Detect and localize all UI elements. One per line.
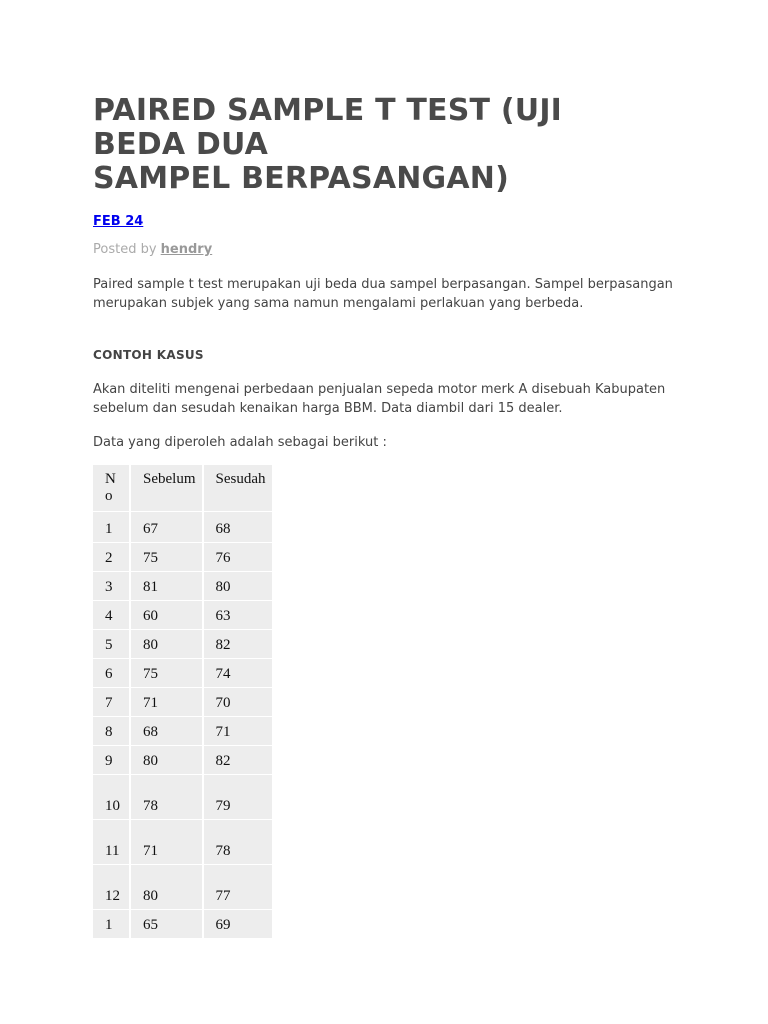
cell-sesudah: 77 <box>204 864 272 909</box>
cell-no: 8 <box>93 716 129 745</box>
header-sesudah: Sesudah <box>204 464 272 511</box>
cell-no: 7 <box>93 687 129 716</box>
table-row <box>93 716 272 745</box>
cell-no: 4 <box>93 600 129 629</box>
cell-sesudah: 68 <box>204 511 272 542</box>
table-row <box>93 511 272 542</box>
cell-sebelum: 78 <box>131 774 202 819</box>
intro-paragraph: Paired sample t test merupakan uji beda dua sampel berpasangan. Sampel berpasangan merupakan subjek yang sama namun mengalami perlakuan yang berbeda. <box>93 277 673 311</box>
cell-sesudah: 69 <box>204 909 272 938</box>
cell-sebelum: 80 <box>131 864 202 909</box>
cell-sesudah: 76 <box>204 542 272 571</box>
cell-sesudah: 82 <box>204 629 272 658</box>
cell-no: 1 <box>93 511 129 542</box>
cell-sesudah: 80 <box>204 571 272 600</box>
table-row <box>93 687 272 716</box>
cell-no: 2 <box>93 542 129 571</box>
cell-sebelum: 75 <box>131 658 202 687</box>
cell-no: 3 <box>93 571 129 600</box>
header-sebelum: Sebelum <box>131 464 202 511</box>
cell-sesudah: 74 <box>204 658 272 687</box>
case-paragraph: Akan diteliti mengenai perbedaan penjualan sepeda motor merk A disebuah Kabupaten sebelum dan sesudah kenaikan harga BBM. Data diambil dari 15 dealer. <box>93 382 666 416</box>
cell-sebelum: 80 <box>131 745 202 774</box>
header-no: No <box>93 464 129 511</box>
table-row <box>93 909 272 938</box>
table-row <box>93 658 272 687</box>
cell-no: 1 <box>93 909 129 938</box>
table-row <box>93 745 272 774</box>
cell-sebelum: 80 <box>131 629 202 658</box>
cell-no: 9 <box>93 745 129 774</box>
data-table <box>91 464 274 938</box>
cell-no: 5 <box>93 629 129 658</box>
cell-sebelum: 75 <box>131 542 202 571</box>
table-row <box>93 600 272 629</box>
cell-sebelum: 68 <box>131 716 202 745</box>
cell-sebelum: 71 <box>131 687 202 716</box>
cell-no: 12 <box>93 864 129 909</box>
table-row <box>93 864 272 909</box>
cell-sebelum: 81 <box>131 571 202 600</box>
table-row <box>93 542 272 571</box>
cell-sebelum: 60 <box>131 600 202 629</box>
cell-sesudah: 71 <box>204 716 272 745</box>
cell-sesudah: 63 <box>204 600 272 629</box>
data-intro-paragraph: Data yang diperoleh adalah sebagai berikut : <box>93 435 387 450</box>
author-link[interactable]: hendry <box>160 242 213 257</box>
title-line-3: SAMPEL BERPASANGAN) <box>93 161 510 196</box>
cell-no: 6 <box>93 658 129 687</box>
table-row <box>93 571 272 600</box>
posted-by-label: Posted by <box>93 242 157 257</box>
page-title <box>93 94 562 196</box>
cell-sesudah: 79 <box>204 774 272 819</box>
table-row <box>93 774 272 819</box>
title-line-2: BEDA DUA <box>93 127 269 162</box>
table-header-row <box>93 464 272 511</box>
cell-sesudah: 70 <box>204 687 272 716</box>
cell-sesudah: 78 <box>204 819 272 864</box>
table-row <box>93 819 272 864</box>
cell-sesudah: 82 <box>204 745 272 774</box>
post-date-link[interactable]: FEB 24 <box>93 214 144 229</box>
cell-no: 10 <box>93 774 129 819</box>
posted-by <box>93 242 212 257</box>
cell-sebelum: 67 <box>131 511 202 542</box>
cell-no: 11 <box>93 819 129 864</box>
cell-sebelum: 65 <box>131 909 202 938</box>
title-line-1: PAIRED SAMPLE T TEST (UJI <box>93 93 563 128</box>
cell-sebelum: 71 <box>131 819 202 864</box>
table-row <box>93 629 272 658</box>
section-heading: CONTOH KASUS <box>93 348 204 362</box>
